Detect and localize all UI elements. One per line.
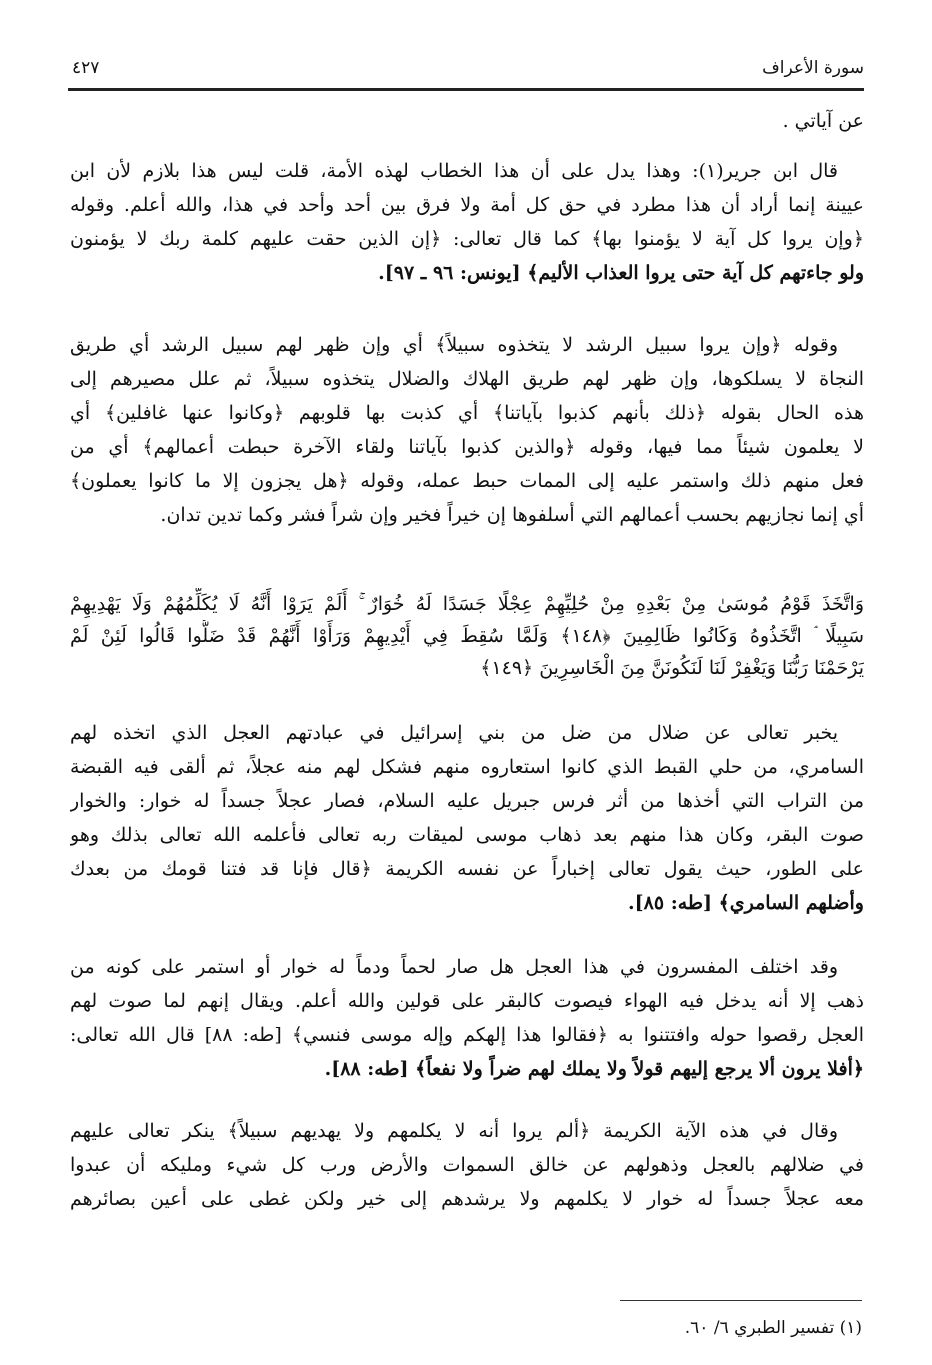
text-line: على الطور، حيث يقول تعالى إخباراً عن نفسه الكريمة ﴿قال فإنا قد فتنا قومك من بعدك <box>70 858 864 880</box>
quran-verses <box>70 588 864 684</box>
paragraph-5 <box>70 1114 864 1216</box>
text-line: وأضلهم السامري﴾ [طه: ٨٥]. <box>628 892 864 914</box>
page-number: ٤٢٧ <box>72 58 100 78</box>
text-line: وقال في هذه الآية الكريمة ﴿ألم يروا أنه لا يكلمهم ولا يهديهم سبيلاً﴾ ينكر تعالى عليهم <box>70 1120 838 1142</box>
text-line: في ضلالهم بالعجل وذهولهم عن خالق السموات والأرض ورب كل شيء ومليكه أن عبدوا <box>70 1154 864 1176</box>
text-line: السامري، من حلي القبط الذي كانوا استعاروه منهم فشكل لهم منه عجلاً، ثم ألقى فيه القبضة <box>70 756 864 778</box>
text-line: ﴿أفلا يرون ألا يرجع إليهم قولاً ولا يملك لهم ضراً ولا نفعاً﴾ [طه: ٨٨]. <box>324 1058 864 1080</box>
text-line: العجل رقصوا حوله وافتتنوا به ﴿فقالوا هذا إلهكم وإله موسى فنسي﴾ [طه: ٨٨] قال الله تعالى: <box>70 1024 864 1046</box>
paragraph-1 <box>70 154 864 290</box>
surah-title: سورة الأعراف <box>762 58 864 78</box>
verse-line: سَبِيلًا ۘ اتَّخَذُوهُ وَكَانُوا ظَالِمِينَ ﴿١٤٨﴾ وَلَمَّا سُقِطَ فِي أَيْدِيهِمْ وَرَأَوْا أَنَّهُمْ قَدْ ضَلُّوا قَالُوا لَئِنْ لَمْ <box>70 625 864 647</box>
text-line: وقد اختلف المفسرون في هذا العجل هل صار لحماً ودماً له خوار أو استمر على كونه من <box>70 956 838 978</box>
text-line: قال ابن جرير(١): وهذا يدل على أن هذا الخطاب لهذه الأمة، قلت ليس هذا بلازم لأن ابن <box>70 160 838 182</box>
text-line: عيينة إنما أراد أن هذا مطرد في حق كل أمة ولا فرق بين أحد وأحد في هذا، والله أعلم. وقوله <box>70 194 864 216</box>
verse-line: وَاتَّخَذَ قَوْمُ مُوسَىٰ مِنْ بَعْدِهِ مِنْ حُلِيِّهِمْ عِجْلًا جَسَدًا لَهُ خُوَارٌ ۚ أَلَمْ يَرَوْا أَنَّهُ لَا يُكَلِّمُهُمْ وَلَا يَهْدِيهِمْ <box>70 593 864 615</box>
text-line: أي إنما نجازيهم بحسب أعمالهم التي أسلفوها إن خيراً فخير وإن شراً فشر وكما تدين تدان. <box>160 504 864 526</box>
footnote: (١) تفسير الطبري ٦/ ٦٠. <box>684 1318 862 1338</box>
text-line: صوت البقر، وكان هذا منهم بعد ذهاب موسى لميقات ربه تعالى فأعلمه الله تعالى بذلك وهو <box>70 824 864 846</box>
paragraph-3 <box>70 716 864 920</box>
header-rule <box>68 88 864 91</box>
paragraph-0 <box>70 104 864 138</box>
paragraph-2 <box>70 328 864 532</box>
footnote-rule <box>620 1300 862 1301</box>
text-line: يخبر تعالى عن ضلال من ضل من بني إسرائيل في عبادتهم العجل الذي اتخذه لهم <box>70 722 838 744</box>
text-line: النجاة لا يسلكوها، وإن ظهر لهم طريق الهلاك والضلال يتخذوه سبيلاً، ثم علل مصيرهم إلى <box>70 368 864 390</box>
text-line: ذهب إلا أنه يدخل فيه الهواء فيصوت كالبقر على قولين والله أعلم. ويقال إنهم لما صوت لهم <box>70 990 864 1012</box>
text-line: من التراب التي أخذها من أثر فرس جبريل عليه السلام، فصار عجلاً جسداً له خوار: والخوار <box>70 790 864 812</box>
text-line: فعل منهم ذلك واستمر عليه إلى الممات حبط عمله، وقوله ﴿هل يجزون إلا ما كانوا يعملون﴾ <box>70 470 864 492</box>
text-line: لا يعلمون شيئاً مما فيها، وقوله ﴿والذين كذبوا بآياتنا ولقاء الآخرة حبطت أعمالهم﴾ أي من <box>70 436 864 458</box>
verse-line: يَرْحَمْنَا رَبُّنَا وَيَغْفِرْ لَنَا لَنَكُونَنَّ مِنَ الْخَاسِرِينَ ﴿١٤٩﴾ <box>480 657 864 679</box>
text-line: وقوله ﴿وإن يروا سبيل الرشد لا يتخذوه سبيلاً﴾ أي وإن ظهر لهم سبيل الرشد أي طريق <box>70 334 838 356</box>
paragraph-4 <box>70 950 864 1086</box>
text-line: معه عجلاً جسداً له خوار لا يكلمهم ولا يرشدهم إلى خير ولكن غطى على أعين بصائرهم <box>70 1188 864 1210</box>
running-header <box>72 58 864 80</box>
text-line: ﴿وإن يروا كل آية لا يؤمنوا بها﴾ كما قال تعالى: ﴿إن الذين حقت عليهم كلمة ربك لا يؤمنون <box>70 228 864 250</box>
text-line: ولو جاءتهم كل آية حتى يروا العذاب الأليم﴾ [يونس: ٩٦ ـ ٩٧]. <box>378 262 864 284</box>
text-line: هذه الحال بقوله ﴿ذلك بأنهم كذبوا بآياتنا﴾ أي كذبت بها قلوبهم ﴿وكانوا عنها غافلين﴾ أي <box>70 402 864 424</box>
text-line: عن آياتي . <box>782 110 864 132</box>
